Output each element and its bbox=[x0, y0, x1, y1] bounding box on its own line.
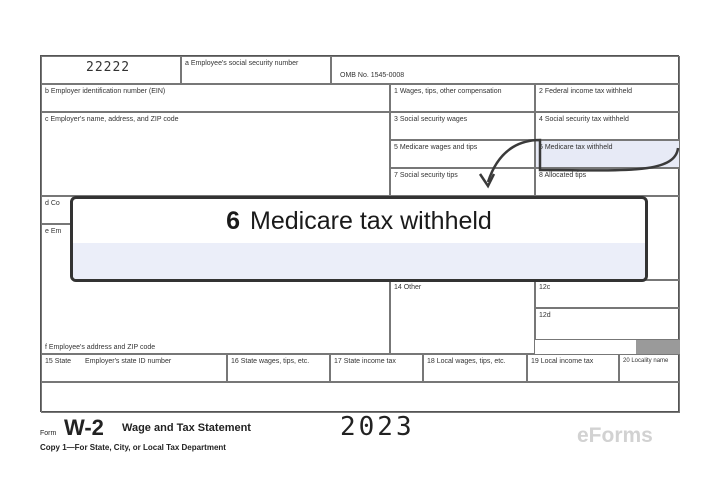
box-2: 2 Federal income tax withheld bbox=[535, 84, 680, 112]
employer-name-box bbox=[41, 112, 390, 196]
omb-box bbox=[331, 56, 680, 84]
eforms-logo: eForms bbox=[577, 424, 653, 447]
form-word: Form bbox=[40, 430, 57, 437]
ein-label: b Employer identification number (EIN) bbox=[45, 88, 166, 95]
box-3: 3 Social security wages bbox=[390, 112, 535, 140]
form-footer bbox=[40, 412, 680, 463]
box-12d: 12d bbox=[535, 308, 680, 340]
tax-year: 2023 bbox=[340, 412, 415, 442]
box-20: 20 Locality name bbox=[619, 354, 680, 382]
box-19: 19 Local income tax bbox=[527, 354, 619, 382]
box-16: 16 State wages, tips, etc. bbox=[227, 354, 330, 382]
omb-number: OMB No. 1545-0008 bbox=[340, 72, 405, 79]
box-1: 1 Wages, tips, other compensation bbox=[390, 84, 535, 112]
box-6: 6 Medicare tax withheld bbox=[535, 140, 680, 168]
d-label: d Co bbox=[45, 200, 60, 207]
box-17: 17 State income tax bbox=[330, 354, 423, 382]
box-5: 5 Medicare wages and tips bbox=[390, 140, 535, 168]
e-label: e Em bbox=[45, 228, 62, 235]
f-label: f Employee's address and ZIP code bbox=[45, 344, 156, 351]
control-number: 22222 bbox=[86, 60, 131, 75]
box-7: 7 Social security tips bbox=[390, 168, 535, 196]
state-row-2 bbox=[41, 382, 680, 413]
box-14: 14 Other bbox=[390, 280, 535, 354]
employer-name-label: c Employer's name, address, and ZIP code bbox=[45, 116, 179, 123]
box-15: 15 State Employer's state ID number bbox=[41, 354, 227, 382]
copy-label: Copy 1—For State, City, or Local Tax Department bbox=[40, 443, 226, 452]
control-number-box bbox=[41, 56, 181, 84]
box-8: 8 Allocated tips bbox=[535, 168, 680, 196]
shaded-strip bbox=[636, 340, 680, 354]
form-statement: Wage and Tax Statement bbox=[122, 422, 251, 434]
ssn-box bbox=[181, 56, 331, 84]
callout-box bbox=[70, 196, 648, 282]
ein-box bbox=[41, 84, 390, 112]
form-name: W-2 bbox=[64, 415, 104, 440]
callout-number: 6 bbox=[226, 207, 241, 235]
callout-highlight-band bbox=[73, 243, 645, 282]
ssn-label: a Employee's social security number bbox=[185, 60, 299, 67]
box-12c: 12c bbox=[535, 280, 680, 308]
callout-title bbox=[73, 207, 645, 236]
callout-text: Medicare tax withheld bbox=[250, 207, 492, 235]
arrow-icon bbox=[470, 130, 690, 190]
box-18: 18 Local wages, tips, etc. bbox=[423, 354, 527, 382]
state-id-label: Employer's state ID number bbox=[85, 358, 172, 365]
box-4: 4 Social security tax withheld bbox=[535, 112, 680, 140]
